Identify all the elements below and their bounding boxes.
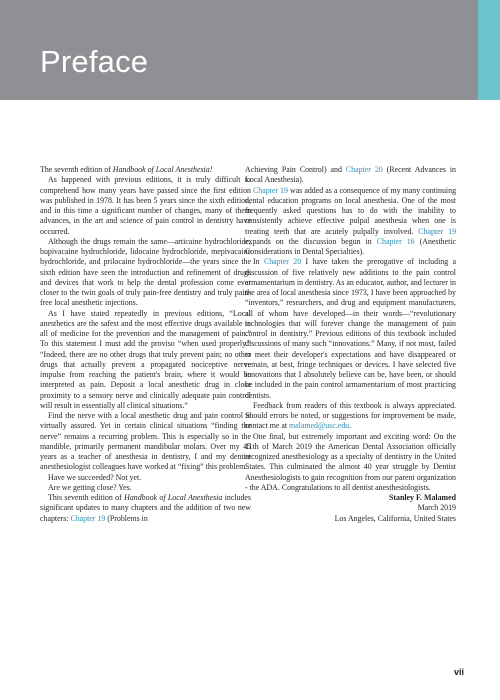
paragraph-intro: The seventh edition of Handbook of Local Anesthesia! — [40, 165, 213, 174]
paragraph: This seventh edition of Handbook of Local Anesthesia includes significant updates to many chapters and the addition of two new chapters: Chapter 19 (Problems in — [40, 493, 251, 523]
signature-name: Stanley F. Malamed — [389, 493, 456, 502]
chapter-20-link[interactable]: Chapter 20 — [345, 165, 383, 174]
right-column — [245, 165, 456, 524]
paragraph: As I have stated repeatedly in previous editions, “Local anesthetics are the safest and the most effective drugs available in all of medicine for the prevention and the management of pain.” To this statement I must add the proviso “when used properly.” “Indeed, there are no other drugs that truly prevent pain; no other drugs that actually prevent a propagated nociceptive nerve impulse from reaching the patient's brain, where it would be interpreted as pain. Deposit a local anesthetic drug in close proximity to a sensory nerve and clinically adequate pain control will result in essentially all clinical situations.” — [40, 308, 251, 410]
page-number: vii — [454, 667, 465, 677]
signature-place: Los Angeles, California, United States — [334, 513, 456, 523]
signature-date: March 2019 — [417, 503, 456, 513]
paragraph: One final, but extremely important and exciting word: On the 11th of March 2019 the American Dental Association officially recognized anesthesiology as a specialty of dentistry in the United States. This culminated the almost 40 year struggle by Dentist Anesthesiologists to gain recognition from our parent organization - the ADA. Congratulations to all dentist anesthesiologists. — [245, 431, 456, 492]
page-title: Preface — [40, 44, 149, 79]
left-column — [40, 165, 251, 524]
chapter-19-link[interactable]: Chapter 19 — [253, 185, 288, 195]
paragraph: As happened with previous editions, it is truly difficult to comprehend how many years have passed since the first edition was published in 1978. It has been 5 years since the sixth edition, and in this time a significant number of changes, many of them advances, in the art and science of pain control in dentistry have occurred. — [40, 175, 251, 236]
paragraph: Chapter 19 was added as a consequence of my many continuing dental education programs on local anesthesia. One of the most frequently asked questions has to do with the inability to consistently achieve effective pulpal anesthesia when one is treating teeth that are acutely pulpally involved. Chapter 19 expands on the discussion begun in Chapter 16 (Anesthetic Considerations in Dental Specialties). — [245, 185, 457, 256]
chapter-19-link[interactable]: Chapter 19 — [418, 226, 457, 236]
email-link[interactable]: malamed@usc.edu — [289, 421, 350, 431]
book-title: Handbook of Local Anesthesia — [124, 493, 223, 502]
paragraph: Find the nerve with a local anesthetic drug and pain control is virtually assured. Yet in certain clinical situations “finding the nerve” remains a recurring problem. This is especially so in the mandible, primarily permanent mandibular molars. Over my 45 years as a teacher of anesthesia in dentistry, I and my dentist anesthesiologist colleagues have worked at “fixing” this problem. — [40, 411, 251, 472]
paragraph: Achieving Pain Control) and Chapter 20 (Recent Advances in Local Anesthesia). — [245, 165, 456, 185]
header-accent-tab — [478, 0, 500, 100]
paragraph: In Chapter 20 I have taken the prerogative of including a discussion of five relatively new additions to the pain control armamentarium in dentistry. As an educator, author, and lecturer in the area of local anesthesia since 1973, I have been approached by “inventors,” researchers, and drug and equipment manufacturers, all of whom have developed—in their words—“revolutionary technologies that will forever change the management of pain control in dentistry.” Previous editions of this textbook included discussions of many such “innovations.” Many, if not most, failed to meet their developer's expectations and have disappeared or remain, at best, fringe techniques or devices. I have selected five innovations that I absolutely believe can be, have been, or should be included in the pain control armamentarium of most practicing dentists. — [245, 257, 457, 400]
chapter-19-link[interactable]: Chapter 19 — [70, 513, 106, 523]
paragraph: Are we getting close? Yes. — [48, 482, 132, 492]
paragraph: Have we succeeded? Not yet. — [48, 472, 142, 482]
chapter-20-link[interactable]: Chapter 20 — [263, 257, 302, 267]
chapter-16-link[interactable]: Chapter 16 — [376, 236, 415, 246]
paragraph: Although the drugs remain the same—articaine hydrochloride, bupivacaine hydrochloride, lidocaine hydrochloride, mepivacaine hydrochloride, and prilocaine hydrochloride—the years since the sixth edition have seen the introduction and refinement of drugs and devices that work to help the dental profession come ever closer to the twin goals of truly pain-free dentistry and truly pain-free local anesthetic injections. — [40, 236, 251, 308]
paragraph: Feedback from readers of this textbook is always appreciated. Should errors be noted, or suggestions for improvement be made, contact me at malamed@usc.edu. — [245, 400, 456, 431]
book-title: Handbook of Local Anesthesia! — [112, 165, 213, 174]
